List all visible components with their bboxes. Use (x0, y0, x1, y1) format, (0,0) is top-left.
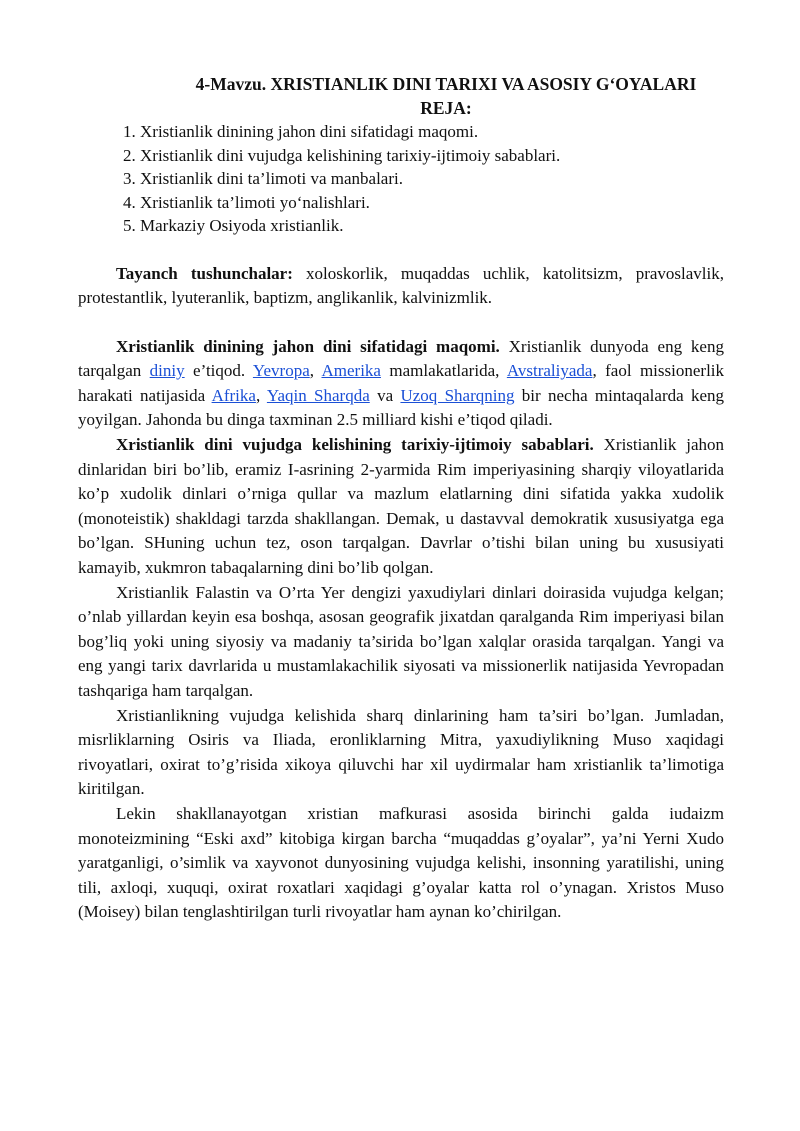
body-text: e’tiqod. (184, 361, 253, 381)
body-text: va (369, 385, 401, 405)
key-concepts-text: xoloskorlik, muqaddas uchlik, katolitsizm, pravoslavlik, protestantlik, lyuteranlik, baptizm, anglikanlik, kalvinizmlik. (78, 263, 724, 308)
link-yevropa[interactable]: Yevropa (252, 361, 310, 381)
body-paragraph: Xristianlik Falastin va O’rta Yer dengizi yaxudiylari dinlari doirasida vujudga kelgan; o’nlab yillardan keyin esa boshqa, asosan geografik jixatdan qaralganda Rim imperiyasi bilan bog’liq yoki uning siyosiy va madaniy ta’sirida bo’lgan xalqlar orasida tarqalgan. Yangi va eng yangi tarix davrlarida u mustamlakachilik siyosati va missionerlik natijasida Yevropadan tashqariga ham tarqalgan. (78, 582, 724, 700)
link-yaqin-sharq[interactable]: Yaqin Sharqda (266, 385, 370, 405)
link-avstraliya[interactable]: Avstraliyada (506, 361, 593, 381)
key-concepts-paragraph (78, 262, 724, 311)
key-concepts-label: Tayanch tushunchalar: (116, 263, 293, 283)
body-text: Xristianlik dunyoda eng keng tarqalgan (78, 336, 724, 381)
link-afrika[interactable]: Afrika (211, 385, 256, 405)
body-text: , faol missionerlik harakati natijasida (78, 361, 725, 405)
body-paragraph: Lekin shakllanayotgan xristian mafkurasi asosida birinchi galda iudaizm monoteizmining “Eski axd” kitobiga kirgan barcha “muqaddas g’oyalar”, ya’ni Yerni Xudo yaratganligi, o’simlik va xayvonot dunyosining vujudga kelishi, insonning yaratilishi, uning tili, axloqi, xuquqi, oxirat roxatlari xaqidagi g’oyalar katta rol o’ynagan. Xristos Muso (Moisey) bilan tenglashtirilgan turli rivoyatlar ham aynan ko’chirilgan. (78, 803, 724, 922)
plan-heading: REJA: (420, 98, 472, 118)
plan-item: 2. Xristianlik dini vujudga kelishining tarixiy-ijtimoiy sabablari. (123, 145, 561, 165)
body-text: , (309, 361, 322, 381)
link-amerika[interactable]: Amerika (321, 361, 381, 381)
body-text: , (255, 385, 267, 405)
body-text: Xristianlik jahon dinlaridan biri bo’lib, eramiz I-asrining 2-yarmida Rim imperiyasining sharqiy viloyatlarida ko’p xudolik dinlari o’rniga qullar va mazlum elatlarning dini sifatida yakka xudolik (monoteistik) shakldagi tarzda shakllangan. Demak, u dastavval demokratik xususiyatga ega bo’lgan. SHuning uchun tez, oson tarqalgan. Davrlar o’tishi bilan uning bu xususiyati kamayib, xukmron tabaqalarning dini bo’lib qolgan. (78, 435, 724, 578)
section2-heading: Xristianlik dini vujudga kelishining tarixiy-ijtimoiy sabablari. (116, 435, 594, 455)
body-text: mamlakatlarida, (380, 361, 507, 381)
link-uzoq-sharq[interactable]: Uzoq Sharqning (400, 385, 515, 405)
section1-heading: Xristianlik dinining jahon dini sifatidagi maqomi. (116, 336, 500, 356)
section2-paragraph (78, 433, 724, 581)
document-page (78, 72, 724, 925)
plan-list (78, 120, 724, 238)
plan-item: 4. Xristianlik ta’limoti yo‘nalishlari. (123, 192, 370, 212)
body-text: bir necha mintaqalarda keng yoyilgan. Jahonda bu dinga taxminan 2.5 milliard kishi e’tiqod qiladi. (78, 385, 725, 430)
section1-paragraph (78, 335, 724, 433)
body-paragraph: Xristianlikning vujudga kelishida sharq dinlarining ham ta’siri bo’lgan. Jumladan, misrliklarning Osiris va Iliada, eronliklarning Mitra, yaxudiylikning Muso xaqidagi rivoyatlari, oxirat to’g’risida xikoya qiluvchi har xil uydirmalar ham xristianlik ta’limotiga kiritilgan. (78, 705, 724, 799)
plan-item: 3. Xristianlik dini ta’limoti va manbalari. (123, 169, 403, 188)
plan-item: 5. Markaziy Osiyoda xristianlik. (123, 216, 344, 235)
plan-item: 1. Xristianlik dinining jahon dini sifatidagi maqomi. (123, 122, 479, 141)
document-title: 4-Mavzu. XRISTIANLIK DINI TARIXI VA ASOSIY G‘OYALARI (195, 74, 697, 94)
link-diniy[interactable]: diniy (149, 361, 185, 381)
